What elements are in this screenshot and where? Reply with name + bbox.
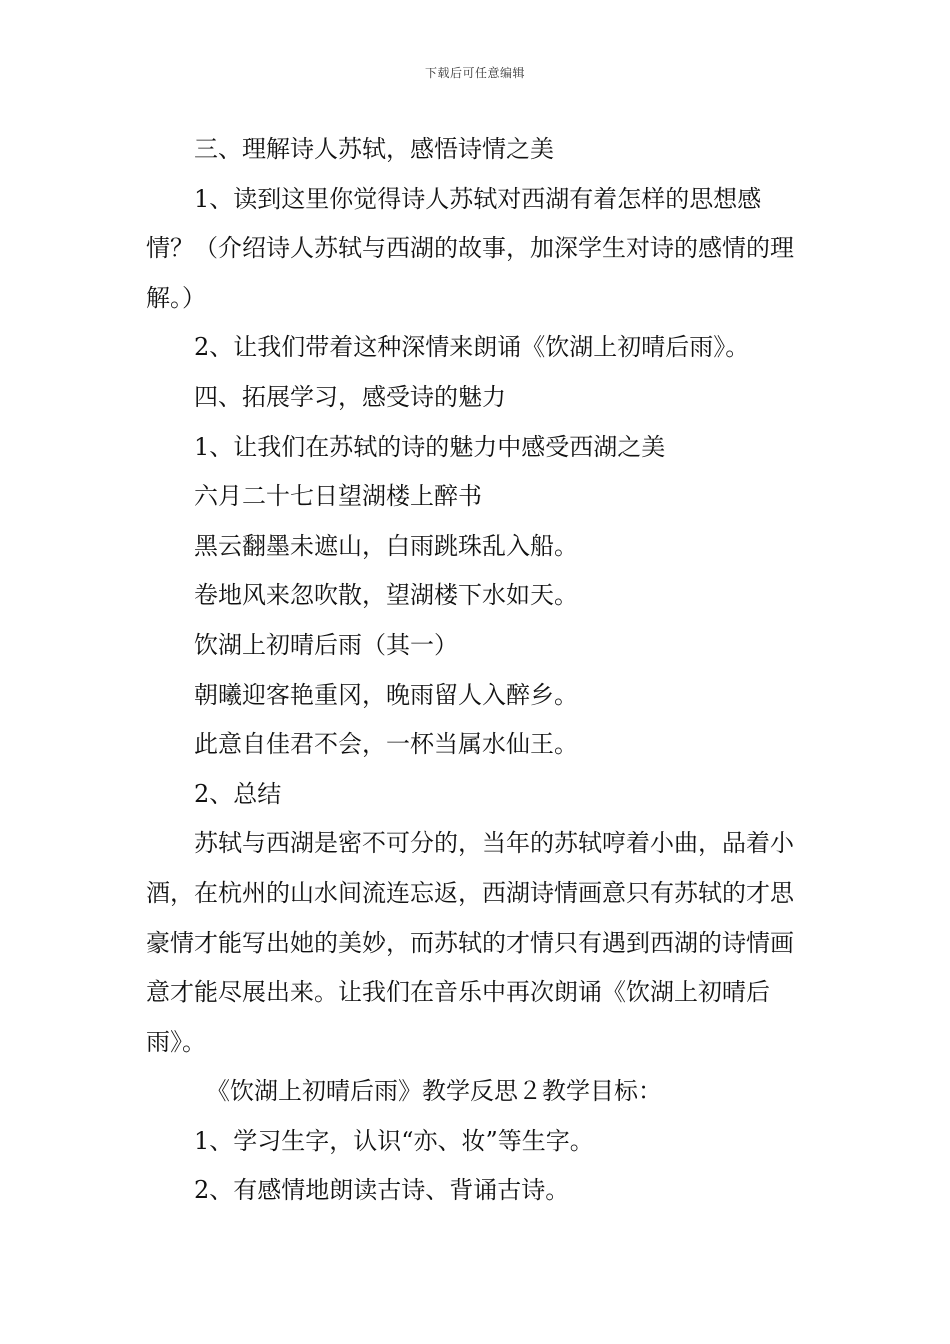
reflection-heading: 《饮湖上初晴后雨》教学反思２教学目标：	[206, 1077, 662, 1106]
document-body	[146, 125, 808, 1216]
paragraph-recite: 2、让我们带着这种深情来朗诵《饮湖上初晴后雨》。	[194, 333, 750, 362]
poem-line: 朝曦迎客艳重冈，晚雨留人入醉乡。	[194, 680, 578, 709]
page-header-note: 下载后可任意编辑	[424, 66, 525, 80]
poem-line: 卷地风来忽吹散，望湖楼下水如天。	[194, 581, 578, 610]
paragraph-extension: 1、让我们在苏轼的诗的魅力中感受西湖之美	[194, 432, 666, 461]
objective-item: 1、学习生字，认识“亦、妆”等生字。	[194, 1126, 594, 1155]
poem-line: 黑云翻墨未遮山，白雨跳珠乱入船。	[194, 531, 578, 560]
poem-title-2: 饮湖上初晴后雨（其一）	[194, 630, 458, 659]
objective-item: 2、有感情地朗读古诗、背诵古诗。	[194, 1176, 570, 1205]
summary-heading: 2、总结	[194, 779, 282, 808]
section-heading-4: 四、拓展学习，感受诗的魅力	[194, 382, 506, 411]
poem-title-1: 六月二十七日望湖楼上醉书	[194, 482, 482, 511]
section-heading-3: 三、理解诗人苏轼，感悟诗情之美	[194, 135, 554, 163]
paragraph-question: 1、读到这里你觉得诗人苏轼对西湖有着怎样的思想感情？（介绍诗人苏轼与西湖的故事，加深学生对诗的感情的理解。）	[146, 184, 794, 312]
poem-line: 此意自佳君不会，一杯当属水仙王。	[194, 730, 578, 759]
summary-paragraph: 苏轼与西湖是密不可分的，当年的苏轼哼着小曲，品着小酒，在杭州的山水间流连忘返，西湖诗情画意只有苏轼的才思豪情才能写出她的美妙，而苏轼的才情只有遇到西湖的诗情画意才能尽展出来。让我们在音乐中再次朗诵《饮湖上初晴后雨》。	[146, 829, 794, 1056]
